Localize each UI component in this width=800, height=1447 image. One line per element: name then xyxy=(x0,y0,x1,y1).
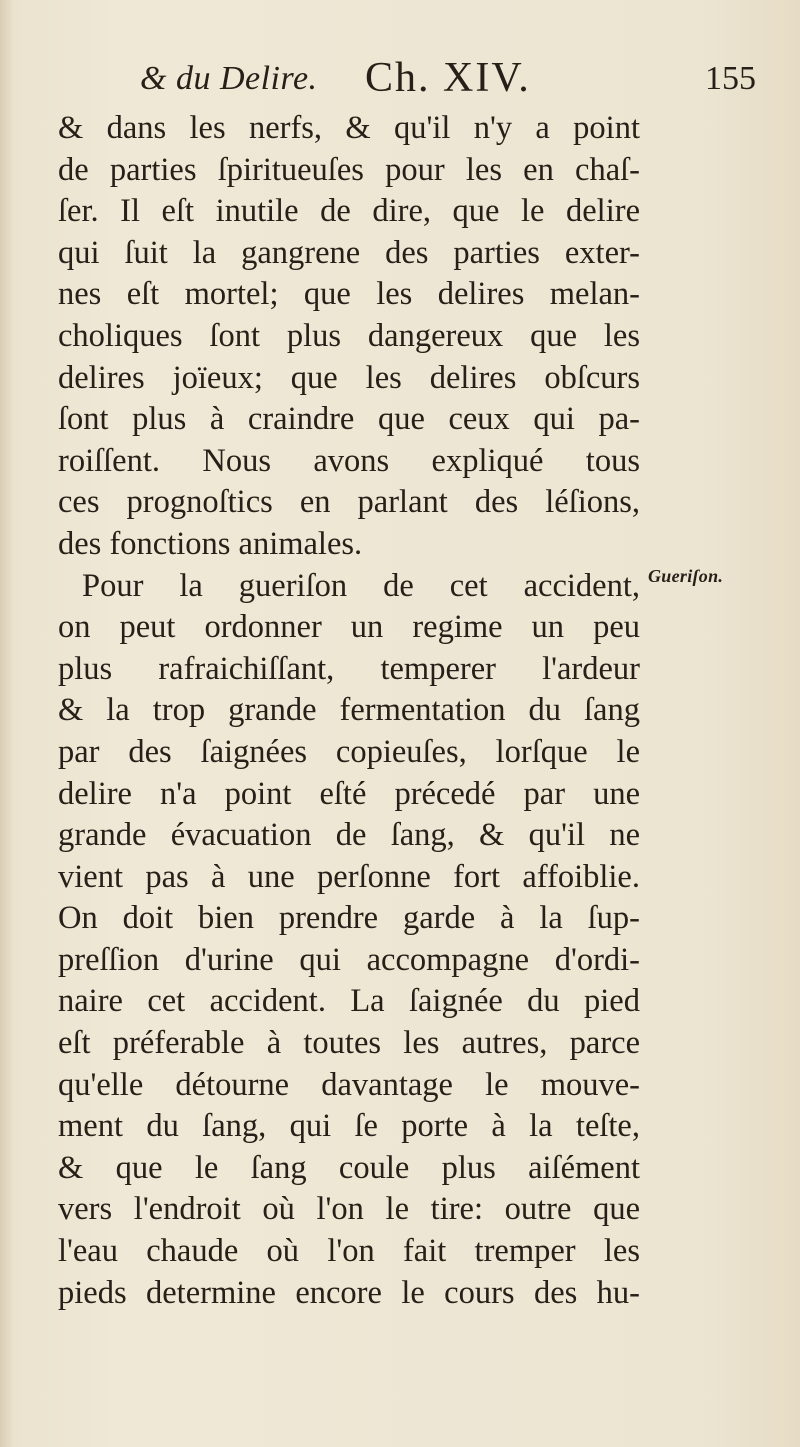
text-line: vers l'endroit où l'on le tire: outre que xyxy=(58,1191,640,1228)
text-line: ces prognoſtics en parlant des léſions, xyxy=(58,484,640,521)
text-line: pieds determine encore le cours des hu- xyxy=(58,1274,640,1311)
text-line: naire cet accident. La ſaignée du pied xyxy=(58,983,640,1020)
text-line: eſt préferable à toutes les autres, parce xyxy=(58,1025,640,1062)
text-line: nes eſt mortel; que les delires melan- xyxy=(58,276,640,313)
text-line: On doit bien prendre garde à la ſup- xyxy=(58,900,640,937)
text-line: on peut ordonner un regime un peu xyxy=(58,609,640,646)
chapter-heading: Ch. XIV. xyxy=(365,55,531,101)
text-line: qui ſuit la gangrene des parties exter- xyxy=(58,234,640,271)
text-line: grande évacuation de ſang, & qu'il ne xyxy=(58,817,640,854)
body-text xyxy=(58,108,640,1314)
text-line: choliques ſont plus dangereux que les xyxy=(58,317,640,354)
text-line: ſont plus à craindre que ceux qui pa- xyxy=(58,401,640,438)
margin-note: Gueriſon. xyxy=(648,566,724,586)
text-line: vient pas à une perſonne fort affoiblie. xyxy=(58,858,640,895)
text-line: qu'elle détourne davantage le mouve- xyxy=(58,1066,640,1103)
text-line: & dans les nerfs, & qu'il n'y a point xyxy=(58,110,640,146)
text-line: preſſion d'urine qui accompagne d'ordi- xyxy=(58,941,640,978)
text-line: de parties ſpiritueuſes pour les en chaſ- xyxy=(58,151,640,188)
running-title: & du Delire. xyxy=(140,60,318,97)
page-header xyxy=(140,50,760,110)
text-line: roiſſent. Nous avons expliqué tous xyxy=(58,442,640,479)
text-line: des fonctions animales. xyxy=(58,525,363,562)
text-line: delires joïeux; que les delires obſcurs xyxy=(58,359,640,396)
text-line: Pour la gueriſon de cet accident, xyxy=(82,567,640,604)
text-line: ment du ſang, qui ſe porte à la teſte, xyxy=(58,1108,640,1145)
text-line: par des ſaignées copieuſes, lorſque le xyxy=(58,733,640,770)
text-line: & que le ſang coule plus aiſément xyxy=(58,1149,640,1186)
text-line: delire n'a point eſté précedé par une xyxy=(58,775,640,812)
text-line: l'eau chaude où l'on fait tremper les xyxy=(58,1233,640,1270)
text-line: & la trop grande fermentation du ſang xyxy=(58,692,640,729)
text-line: plus rafraichiſſant, temperer l'ardeur xyxy=(58,650,640,687)
page-number: 155 xyxy=(705,60,756,97)
text-line: ſer. Il eſt inutile de dire, que le delire xyxy=(58,193,640,230)
